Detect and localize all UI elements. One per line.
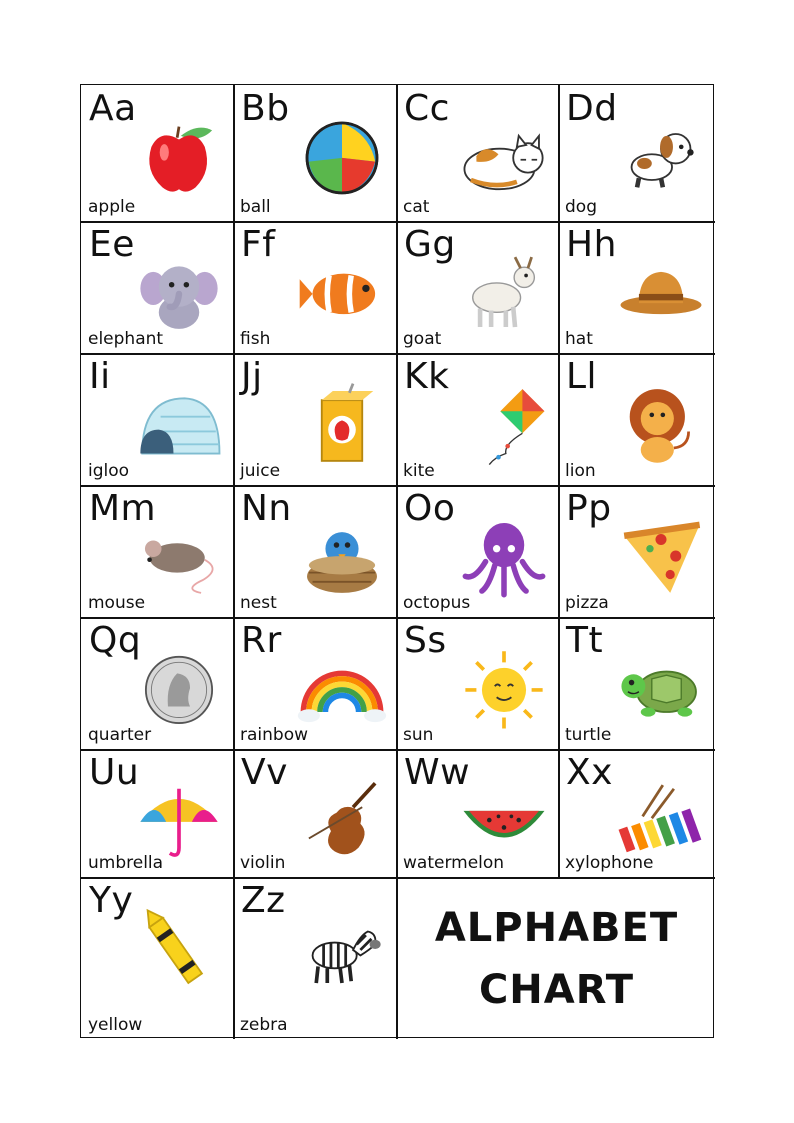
letter-pair: Uu (89, 752, 140, 793)
letter-cell-u (81, 749, 233, 877)
rainbow-icon (296, 647, 388, 731)
nest-icon (296, 515, 388, 599)
letter-pair: Hh (566, 224, 617, 265)
letter-cell-f (233, 221, 396, 353)
example-word: elephant (88, 329, 164, 349)
letter-cell-c (396, 85, 558, 221)
letter-pair: Qq (89, 620, 142, 661)
letter-pair: Kk (404, 356, 450, 397)
letter-cell-p (558, 485, 715, 617)
dog-icon (615, 115, 707, 199)
example-word: juice (240, 461, 281, 481)
letter-pair: Xx (566, 752, 613, 793)
letter-pair: Oo (404, 488, 456, 529)
apple-icon (133, 115, 225, 199)
example-word: fish (240, 329, 271, 349)
example-word: lion (565, 461, 596, 481)
letter-cell-k (396, 353, 558, 485)
example-word: octopus (403, 593, 471, 613)
letter-cell-o (396, 485, 558, 617)
example-word: ball (240, 197, 271, 217)
letter-cell-g (396, 221, 558, 353)
title-line-2: CHART (478, 966, 635, 1013)
alphabet-chart (80, 84, 714, 1038)
letter-cell-t (558, 617, 715, 749)
letter-pair: Pp (566, 488, 612, 529)
pizza-icon (615, 515, 707, 599)
letter-cell-e (81, 221, 233, 353)
letter-pair: Dd (566, 88, 618, 129)
example-word: cat (403, 197, 430, 217)
example-word: mouse (88, 593, 146, 613)
letter-pair: Bb (241, 88, 290, 129)
letter-cell-x (558, 749, 715, 877)
example-word: apple (88, 197, 136, 217)
lion-icon (615, 383, 707, 467)
fish-icon (296, 251, 388, 335)
example-word: pizza (565, 593, 609, 613)
letter-pair: Zz (241, 880, 286, 921)
letter-cell-j (233, 353, 396, 485)
letter-cell-z (233, 877, 396, 1039)
turtle-icon (615, 647, 707, 731)
letter-cell-s (396, 617, 558, 749)
xylophone-icon (615, 779, 707, 863)
mouse-icon (133, 515, 225, 599)
letter-pair: Cc (404, 88, 450, 129)
letter-cell-v (233, 749, 396, 877)
letter-cell-h (558, 221, 715, 353)
example-word: sun (403, 725, 434, 745)
chart-title (398, 878, 715, 1039)
letter-pair: Rr (241, 620, 282, 661)
sun-icon (458, 647, 550, 731)
example-word: rainbow (240, 725, 308, 745)
example-word: violin (240, 853, 286, 873)
letter-cell-y (81, 877, 233, 1039)
letter-pair: Ff (241, 224, 276, 265)
letter-cell-m (81, 485, 233, 617)
example-word: kite (403, 461, 435, 481)
letter-pair: Nn (241, 488, 292, 529)
letter-pair: Ll (566, 356, 598, 397)
zebra-icon (296, 907, 388, 991)
example-word: nest (240, 593, 277, 613)
letter-cell-i (81, 353, 233, 485)
crayon-icon (133, 907, 225, 991)
kite-icon (458, 383, 550, 467)
letter-pair: Yy (89, 880, 134, 921)
example-word: quarter (88, 725, 152, 745)
example-word: zebra (240, 1015, 288, 1035)
hat-icon (615, 251, 707, 335)
letter-cell-a (81, 85, 233, 221)
letter-pair: Ii (89, 356, 111, 397)
violin-icon (296, 779, 388, 863)
elephant-icon (133, 251, 225, 335)
example-word: yellow (88, 1015, 143, 1035)
title-line-1: ALPHABET (434, 904, 679, 951)
example-word: goat (403, 329, 442, 349)
example-word: hat (565, 329, 593, 349)
letter-cell-b (233, 85, 396, 221)
letter-cell-n (233, 485, 396, 617)
cat-icon (458, 115, 550, 199)
quarter-icon (133, 647, 225, 731)
umbrella-icon (133, 779, 225, 863)
letter-pair: Tt (566, 620, 604, 661)
letter-pair: Gg (404, 224, 456, 265)
letter-cell-w (396, 749, 558, 877)
ball-icon (296, 115, 388, 199)
example-word: dog (565, 197, 597, 217)
letter-pair: Aa (89, 88, 137, 129)
letter-pair: Ss (404, 620, 447, 661)
example-word: igloo (88, 461, 130, 481)
octopus-icon (458, 515, 550, 599)
letter-pair: Vv (241, 752, 288, 793)
juice-icon (296, 383, 388, 467)
example-word: turtle (565, 725, 612, 745)
goat-icon (458, 251, 550, 335)
example-word: xylophone (565, 853, 654, 873)
letter-pair: Jj (241, 356, 263, 397)
letter-cell-d (558, 85, 715, 221)
example-word: watermelon (403, 853, 505, 873)
letter-cell-l (558, 353, 715, 485)
igloo-icon (133, 383, 225, 467)
letter-cell-q (81, 617, 233, 749)
letter-pair: Ee (89, 224, 135, 265)
letter-pair: Mm (89, 488, 157, 529)
example-word: umbrella (88, 853, 164, 873)
watermelon-icon (458, 779, 550, 863)
letter-pair: Ww (404, 752, 471, 793)
letter-cell-r (233, 617, 396, 749)
